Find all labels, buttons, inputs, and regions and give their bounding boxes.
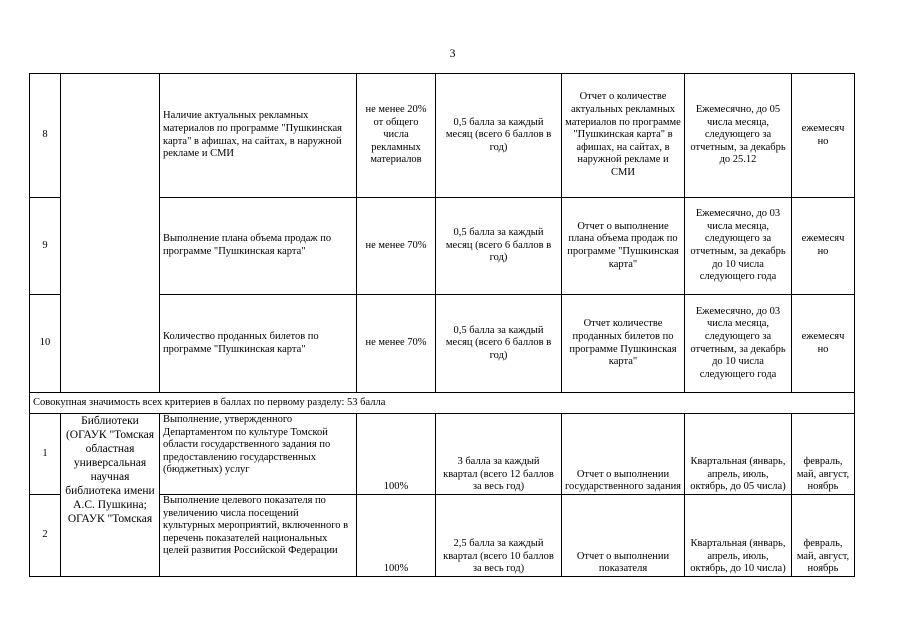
report-cell: Отчет о выполнении показателя [562,495,685,577]
criterion-cell: Выполнение плана объема продаж по программе "Пушкинская карта" [160,198,357,295]
row-number: 1 [30,414,61,495]
frequency-cell: февраль, май, август, ноябрь [792,414,855,495]
report-cell: Отчет о выполнение плана объема продаж по программе "Пушкинская карта" [562,198,685,295]
table-row [30,74,855,198]
deadline-cell: Квартальная (январь, апрель, июль, октябрь, до 10 числа) [685,495,792,577]
points-cell: 0,5 балла за каждый месяц (всего 6 баллов в год) [436,295,562,393]
row-number: 8 [30,74,61,198]
row-number: 10 [30,295,61,393]
points-cell: 0,5 балла за каждый месяц (всего 6 баллов в год) [436,198,562,295]
frequency-cell: ежемесяч но [792,74,855,198]
deadline-cell: Ежемесячно, до 03 числа месяца, следующего за отчетным, за декабрь до 10 числа следующего года [685,295,792,393]
page-number: 3 [449,46,456,60]
points-cell: 0,5 балла за каждый месяц (всего 6 баллов в год) [436,74,562,198]
criterion-cell: Выполнение целевого показателя по увеличению числа посещений культурных мероприятий, включенного в перечень показателей национальных целей развития Российской Федерации [160,495,357,577]
frequency-cell: ежемесяч но [792,295,855,393]
criteria-table [29,73,855,577]
section-total: Совокупная значимость всех критериев в баллах по первому разделу: 53 балла [30,393,855,414]
target-cell: 100% [357,495,436,577]
row-number: 2 [30,495,61,577]
report-cell: Отчет о количестве актуальных рекламных материалов по программе "Пушкинская карта" в афишах, на сайтах, в наружной рекламе и СМИ [562,74,685,198]
report-cell: Отчет о выполнении государственного задания [562,414,685,495]
deadline-cell: Ежемесячно, до 03 числа месяца, следующего за отчетным, за декабрь до 10 числа следующего года [685,198,792,295]
report-cell: Отчет количестве проданных билетов по программе Пушкинская карта" [562,295,685,393]
points-cell: 3 балла за каждый квартал (всего 12 баллов за весь год) [436,414,562,495]
institution-cell [61,74,160,393]
deadline-cell: Ежемесячно, до 05 числа месяца, следующего за отчетным, за декабрь до 25.12 [685,74,792,198]
target-cell: не менее 70% [357,295,436,393]
criterion-cell: Выполнение, утвержденного Департаментом по культуре Томской области государственного задания по предоставлению государственных (бюджетных) услуг [160,414,357,495]
deadline-cell: Квартальная (январь, апрель, июль, октябрь, до 05 числа) [685,414,792,495]
target-cell: 100% [357,414,436,495]
summary-row [30,393,855,414]
institution-cell: Библиотеки (ОГАУК "Томская областная универсальная научная библиотека имени А.С. Пушкина; ОГАУК "Томская [61,414,160,577]
frequency-cell: ежемесяч но [792,198,855,295]
row-number: 9 [30,198,61,295]
target-cell: не менее 70% [357,198,436,295]
points-cell: 2,5 балла за каждый квартал (всего 10 баллов за весь год) [436,495,562,577]
target-cell: не менее 20% от общего числа рекламных материалов [357,74,436,198]
criterion-cell: Наличие актуальных рекламных материалов по программе "Пушкинская карта" в афишах, на сайтах, в наружной рекламе и СМИ [160,74,357,198]
table-row [30,414,855,495]
frequency-cell: февраль, май, август, ноябрь [792,495,855,577]
criterion-cell: Количество проданных билетов по программе "Пушкинская карта" [160,295,357,393]
